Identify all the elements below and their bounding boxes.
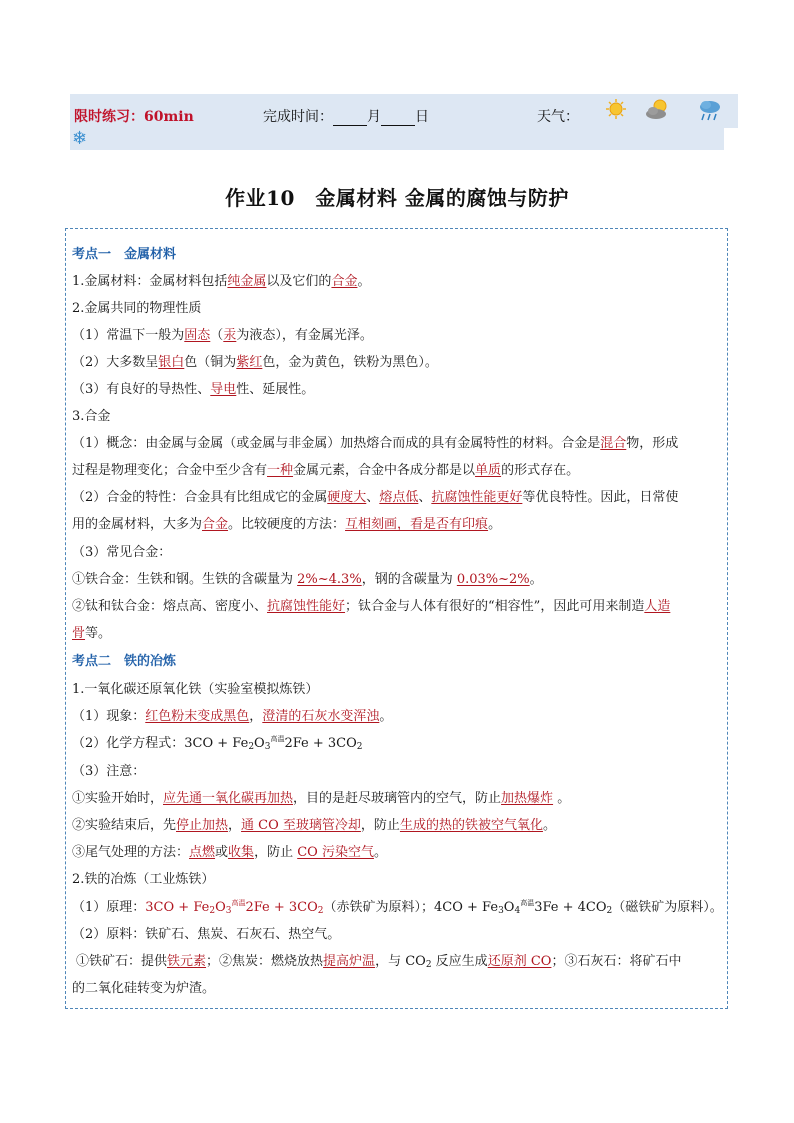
kp1-line-10: 用的金属材料，大多为合金。比较硬度的方法：互相刻画，看是否有印痕。	[72, 517, 502, 532]
kp2-line-7: ③尾气处理的方法：点燃或收集，防止 CO 污染空气。	[72, 845, 387, 860]
kp1-line-13: ②钛和钛合金：熔点高、密度小、抗腐蚀性能好；钛合金与人体有很好的“相容性”，因此可用来制造人造	[72, 599, 671, 614]
answer: 抗腐蚀性能好	[267, 599, 346, 614]
snowflake-icon: ❄	[72, 128, 88, 149]
answer: 混合	[600, 436, 627, 451]
answer: 一种	[267, 463, 294, 478]
partly-cloudy-icon[interactable]	[644, 98, 672, 122]
kp2-line-9-principle: （1）原理：$3CO + Fe_2O_3^{高温}2Fe + 3CO_2$（赤铁矿为原料）；$4CO + Fe_3O_4^{高温}3Fe + 4CO_2$（磁铁矿为原料）。	[72, 899, 723, 916]
section-heading-2: 考点二 铁的冶炼	[72, 654, 177, 669]
sunny-icon[interactable]	[605, 98, 627, 120]
reaction-condition: 高温	[520, 899, 535, 907]
answer: 人造	[644, 599, 671, 614]
kp1-line-8: 过程是物理变化；合金中至少含有一种金属元素，合金中各成分都是以单质的形式存在。	[72, 463, 580, 478]
kp1-line-14: 骨等。	[72, 626, 112, 641]
answer-equation-1: $3CO + Fe_2O_3^{高温}2Fe + 3CO_2$	[145, 899, 324, 916]
answer: CO 污染空气	[297, 845, 374, 860]
kp2-line-4: （3）注意：	[72, 764, 146, 779]
answer: 通 CO 至玻璃管冷却	[241, 818, 361, 833]
rain-icon[interactable]	[697, 98, 723, 124]
kp2-line-12: 的二氧化硅转变为炉渣。	[72, 981, 216, 996]
kp1-line-11: （3）常见合金：	[72, 545, 172, 560]
answer: 固态	[184, 328, 211, 343]
answer: 紫红	[236, 355, 263, 370]
time-limit: 限时练习：60min	[74, 109, 194, 125]
kp2-line-3-equation: （2）化学方程式：$3CO + Fe_2O_3^{高温}2Fe + 3CO_2$	[72, 735, 363, 752]
answer: 生成的热的铁被空气氧化	[399, 818, 543, 833]
answer: 硬度大	[327, 490, 367, 505]
answer: 银白	[158, 355, 185, 370]
completion-time: 完成时间： 月 日	[263, 109, 429, 125]
answer: 合金	[202, 517, 229, 532]
kp1-line-4: （2）大多数呈银白色（铜为紫红色，金为黄色，铁粉为黑色）。	[72, 355, 438, 370]
answer: 应先通一氧化碳再加热	[163, 791, 294, 806]
reaction-condition: 高温	[231, 899, 246, 907]
header-band-lower	[70, 128, 724, 150]
answer: 纯金属	[227, 274, 267, 289]
answer: 0.03%~2%	[456, 572, 530, 587]
reaction-condition: 高温	[270, 735, 285, 743]
answer: 单质	[475, 463, 502, 478]
weather-label: 天气：	[537, 109, 579, 125]
kp2-line-10: （2）原料：铁矿石、焦炭、石灰石、热空气。	[72, 927, 341, 942]
answer: 停止加热	[176, 818, 229, 833]
kp2-line-8: 2.铁的冶炼（工业炼铁）	[72, 872, 215, 887]
answer: 澄清的石灰水变浑浊	[262, 709, 380, 724]
answer: 还原剂 CO	[487, 954, 552, 969]
kp1-line-1: 1.金属材料：金属材料包括纯金属以及它们的合金。	[72, 274, 371, 289]
kp1-line-2: 2.金属共同的物理性质	[72, 301, 202, 316]
answer: 点燃	[189, 845, 216, 860]
answer: 2%~4.3%	[297, 572, 362, 587]
answer: 加热爆炸	[501, 791, 554, 806]
answer: 骨	[72, 626, 86, 641]
kp1-line-7: （1）概念：由金属与金属（或金属与非金属）加热熔合而成的具有金属特性的材料。合金是混合物，形成	[72, 436, 679, 451]
answer: 铁元素	[167, 954, 207, 969]
section-heading-1: 考点一 金属材料	[72, 247, 177, 262]
kp1-line-5: （3）有良好的导热性、导电性、延展性。	[72, 382, 315, 397]
kp2-line-11: ①铁矿石：提供铁元素；②焦炭：燃烧放热提高炉温，与 $CO_2$ 反应生成还原剂 CO；③石灰石：将矿石中	[76, 954, 682, 970]
kp2-line-6: ②实验结束后，先停止加热，通 CO 至玻璃管冷却，防止生成的热的铁被空气氧化。	[72, 818, 556, 833]
kp1-line-3: （1）常温下一般为固态（汞为液态），有金属光泽。	[72, 328, 373, 343]
kp2-line-1: 1.一氧化碳还原氧化铁（实验室模拟炼铁）	[72, 682, 319, 697]
practice-header	[70, 94, 738, 150]
answer: 合金	[331, 274, 358, 289]
kp2-line-2: （1）现象：红色粉末变成黑色，澄清的石灰水变浑浊。	[72, 709, 393, 724]
answer: 熔点低	[379, 490, 419, 505]
answer: 提高炉温	[323, 954, 376, 969]
month-blank[interactable]	[333, 111, 367, 126]
content-box	[65, 228, 728, 1009]
kp1-line-12: ①铁合金：生铁和钢。生铁的含碳量为 2%~4.3%，钢的含碳量为 0.03%~2%。	[72, 572, 543, 587]
answer: 互相刻画，看是否有印痕	[345, 517, 489, 532]
day-blank[interactable]	[381, 111, 415, 126]
answer: 汞	[223, 328, 237, 343]
kp1-line-9: （2）合金的特性：合金具有比组成它的金属硬度大、熔点低、抗腐蚀性能更好等优良特性。因此，日常使	[72, 490, 679, 505]
answer: 抗腐蚀性能更好	[431, 490, 523, 505]
page-title: 作业10 金属材料 金属的腐蚀与防护	[225, 186, 569, 210]
kp1-line-6: 3.合金	[72, 409, 111, 424]
kp2-line-5: ①实验开始时，应先通一氧化碳再加热，目的是赶尽玻璃管内的空气，防止加热爆炸 。	[72, 791, 571, 806]
answer: 红色粉末变成黑色	[145, 709, 250, 724]
answer: 导电	[210, 382, 237, 397]
answer: 收集	[228, 845, 255, 860]
